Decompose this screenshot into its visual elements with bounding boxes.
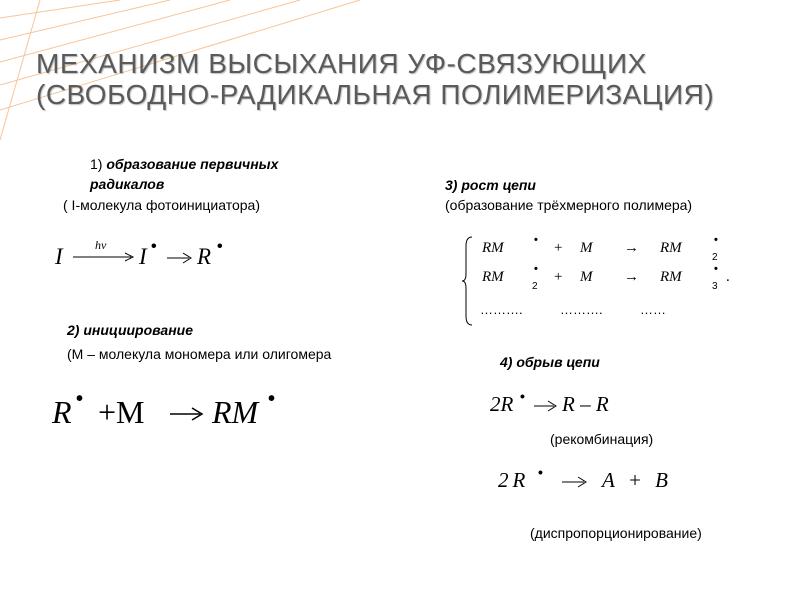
section-1-note: ( I-молекула фотоинициатора) [63,197,260,213]
propagation-dots-1: ………. [480,302,523,317]
equation-photoinitiation: I hν I • R • [55,238,223,269]
section-1-heading-line2: радикалов [90,176,165,192]
section-1-heading: 1) образование первичных [90,156,279,172]
propagation-dots-2: ………. [560,302,603,317]
section-2-heading: 2) инициирование [67,322,193,338]
recombination-label: (рекомбинация) [550,431,654,447]
disproportionation-label: (диспропорционирование) [530,525,702,541]
equation-initiation: R • +M RM • [52,388,276,430]
section-3-note: (образование трёхмерного полимера) [445,197,693,213]
page-title: МЕХАНИЗМ ВЫСЫХАНИЯ УФ-СВЯЗУЮЩИХ (СВОБОДНО-РАДИКАЛЬНАЯ ПОЛИМЕРИЗАЦИЯ) [36,48,715,110]
equation-propagation-system: RM • + M → RM • 2 RM • 2 + M → RM • 3 . ………. ………. …… [462,232,752,328]
section-3-heading: 3) рост цепи [445,177,536,193]
equation-recombination: 2R • R – R [490,388,609,416]
section-4-heading: 4) обрыв цепи [500,354,600,370]
section-2-note: (М – молекула мономера или олигомера [67,346,332,362]
propagation-dots-3: …… [640,302,666,317]
equation-disproportionation: 2R • A + B [498,464,668,492]
